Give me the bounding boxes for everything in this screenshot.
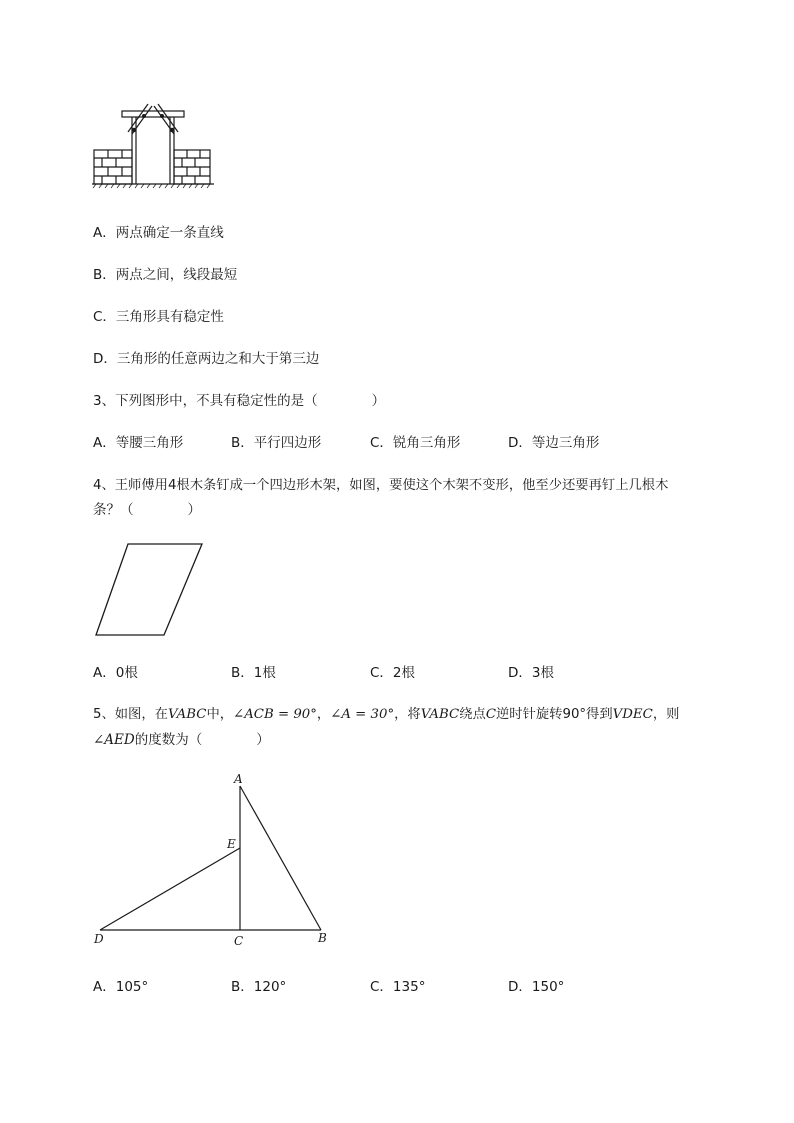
q3-option-c: C．锐角三角形 (370, 435, 461, 451)
segment-de (100, 848, 240, 930)
q5-close: ） (256, 732, 270, 748)
q2-option-c: C．三角形具有稳定性 (93, 309, 224, 325)
q5-text-4: ，将 (394, 707, 421, 722)
q4-stem-line2 (93, 498, 201, 518)
q5-math-6: VDEC (612, 707, 653, 722)
q5-stem-line1 (93, 703, 679, 722)
q5-text-3: ， (316, 707, 331, 722)
q5-math-1: VABC (167, 707, 207, 722)
q3-stem (93, 389, 385, 409)
q4-option-c: C．2根 (370, 665, 416, 681)
q5-math-4: VABC (420, 707, 460, 722)
q2-option-d: D．三角形的任意两边之和大于第三边 (93, 351, 320, 367)
segment-ab (240, 786, 321, 930)
label-a: A (234, 772, 243, 786)
parallelogram-figure (94, 541, 204, 639)
gate-figure (92, 100, 214, 190)
q5-math-3: ∠A = 30° (330, 707, 395, 722)
q3-option-a: A．等腰三角形 (93, 435, 184, 451)
q5-stem-line2 (93, 728, 270, 748)
q3-option-b: B．平行四边形 (231, 435, 322, 451)
q4-stem-text: 条？（ (93, 502, 134, 518)
q5-text-7: ，则 (652, 707, 680, 722)
q4-option-a: A．0根 (93, 665, 138, 681)
q3-option-d: D．等边三角形 (508, 435, 600, 451)
q4-stem-close: ） (187, 502, 201, 518)
label-b: B (318, 931, 327, 945)
q5-text-2: 中， (206, 707, 234, 722)
label-c: C (234, 934, 244, 948)
q5-option-a: A．105° (93, 979, 149, 995)
q5-option-c: C．135° (370, 979, 426, 995)
label-d: D (94, 932, 104, 946)
q5-math-7: ∠AED (93, 732, 135, 748)
q5-text-5: 绕点 (459, 707, 486, 722)
q4-stem-line1: 4、王师傅用4根木条钉成一个四边形木架，如图，要使这个木架不变形，他至少还要再钉上几根木 (93, 478, 669, 493)
triangle-figure (90, 770, 340, 950)
q5-text-8: 的度数为（ (134, 732, 203, 748)
q4-option-b: B．1根 (231, 665, 276, 681)
q4-option-d: D．3根 (508, 665, 554, 681)
q3-stem-text: 3、下列图形中，不具有稳定性的是（ (93, 393, 318, 409)
q5-text-6: 逆时针旋转90°得到 (496, 707, 613, 722)
q5-math-2: ∠ACB = 90° (233, 707, 317, 722)
q5-math-5: C (485, 707, 496, 722)
q2-option-b: B．两点之间，线段最短 (93, 267, 238, 283)
q5-text-1: 5、如图，在 (93, 707, 168, 722)
q5-option-b: B．120° (231, 979, 287, 995)
label-e: E (227, 837, 236, 851)
q5-option-d: D．150° (508, 979, 565, 995)
q3-stem-close: ） (371, 393, 386, 409)
q2-option-a: A．两点确定一条直线 (93, 225, 224, 241)
